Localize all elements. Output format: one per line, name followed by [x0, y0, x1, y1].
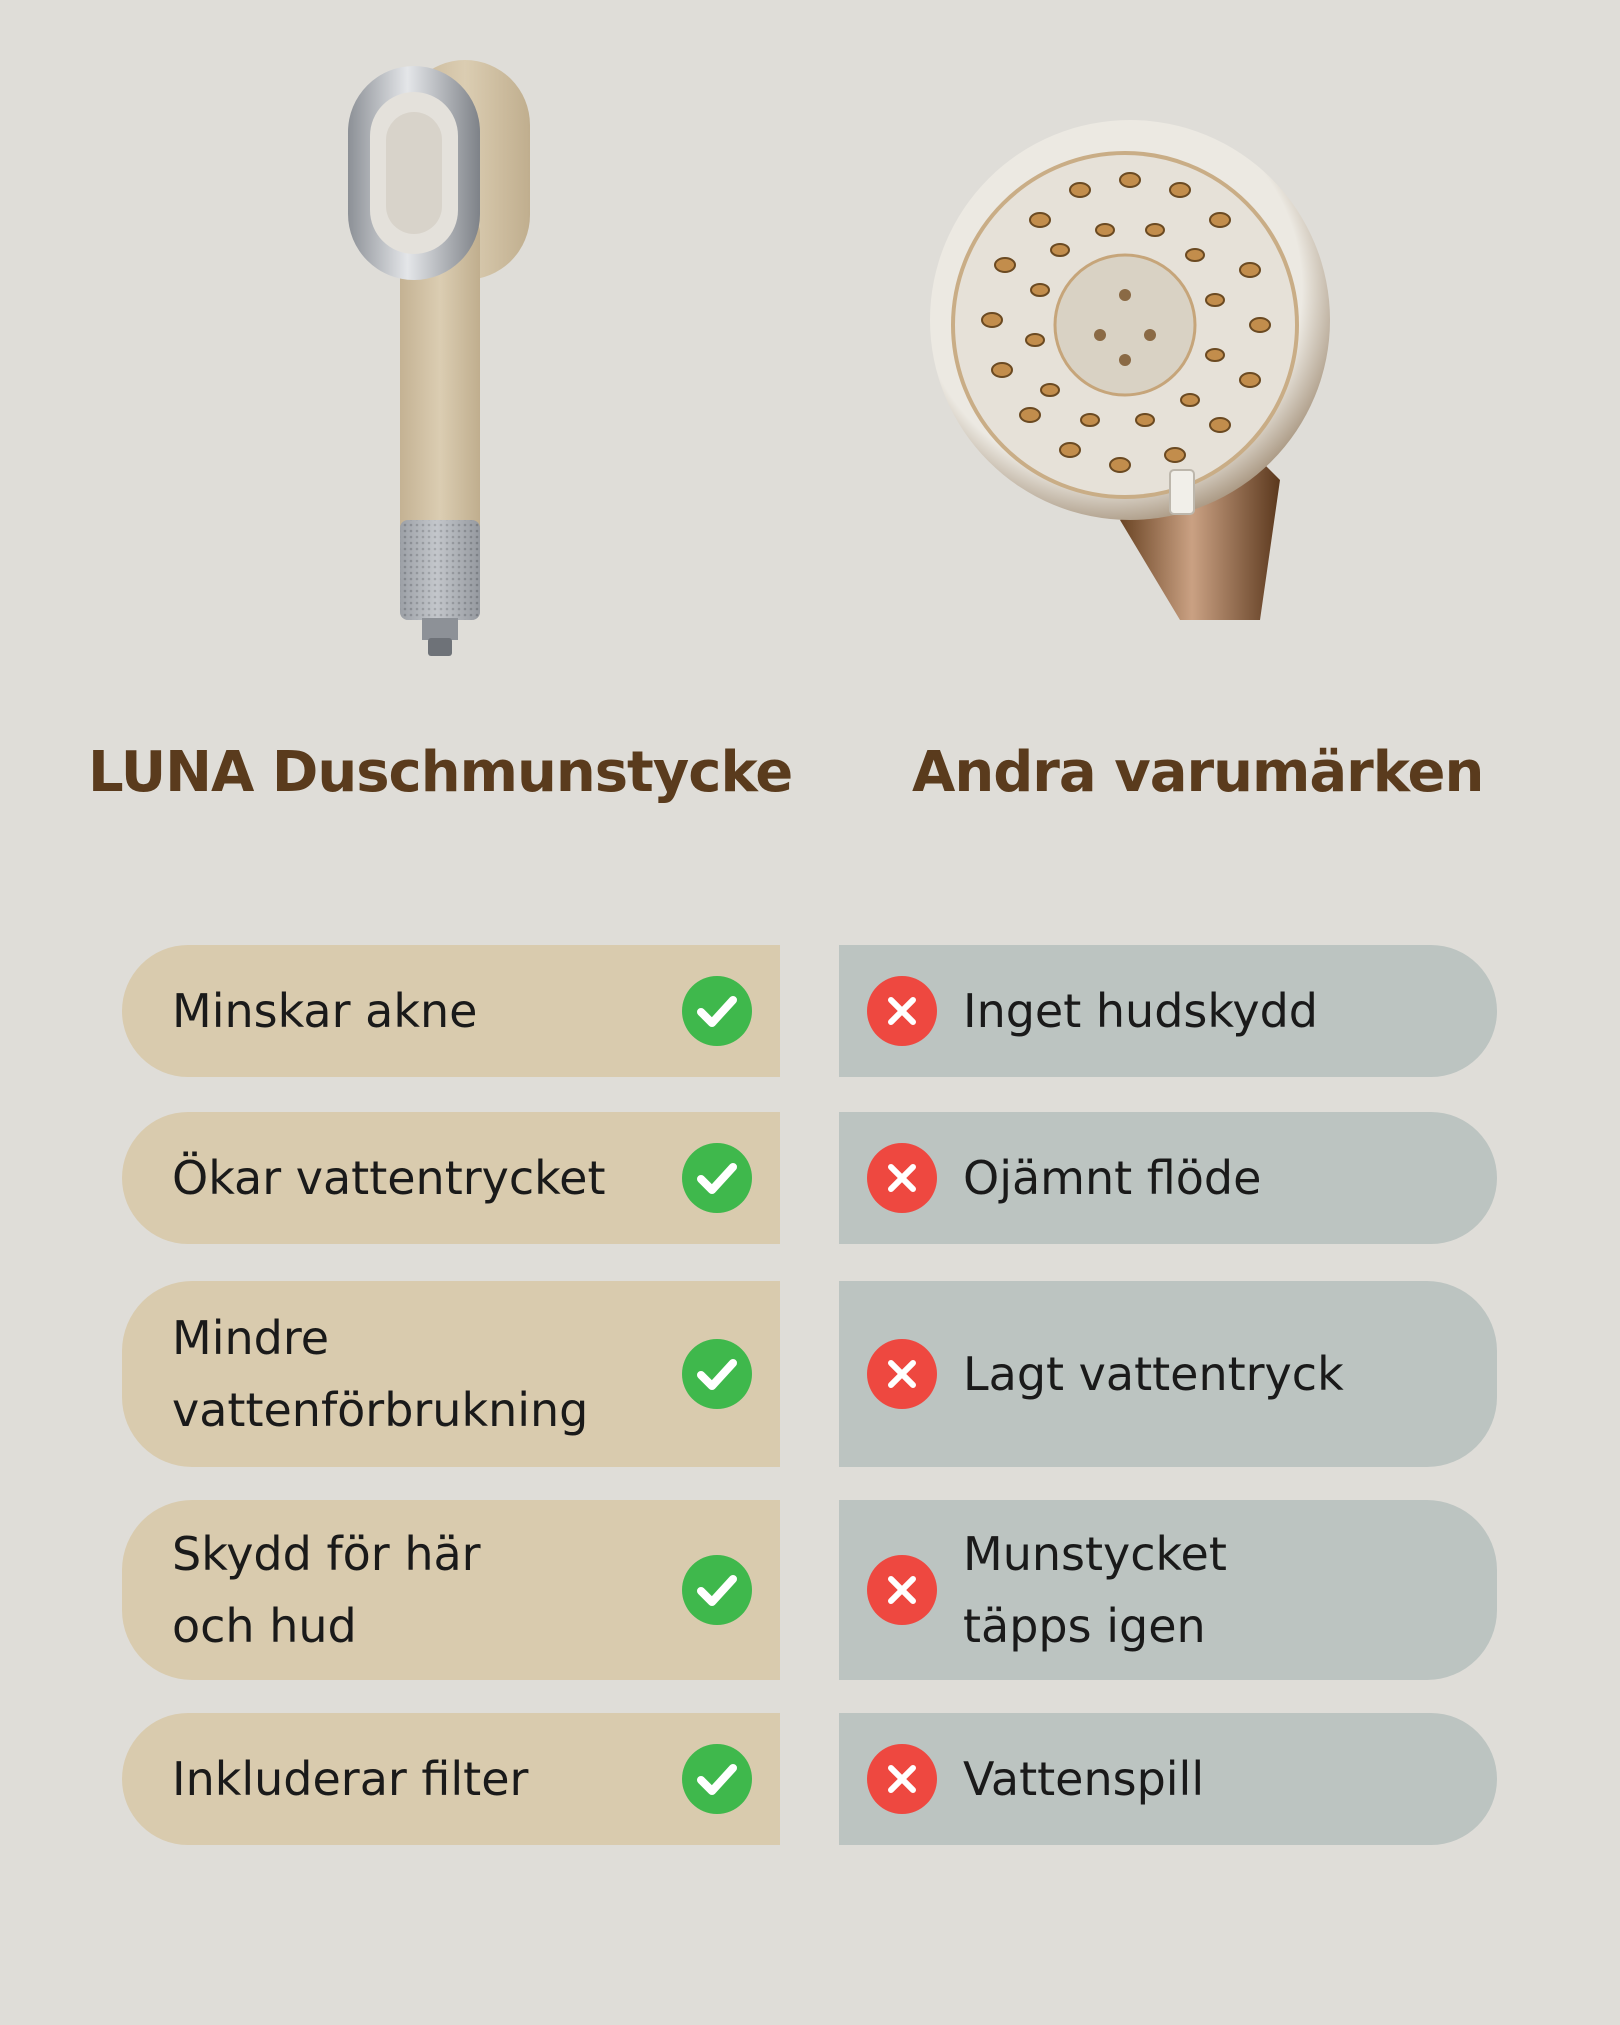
check-icon [682, 976, 752, 1046]
x-icon [867, 1744, 937, 1814]
luna-shower-head-image [330, 60, 570, 670]
luna-benefit [122, 1112, 780, 1244]
x-icon [867, 1339, 937, 1409]
luna-benefit [122, 1500, 780, 1680]
luna-benefit [122, 1713, 780, 1845]
other-drawback-text: Inget hudskydd [963, 984, 1318, 1038]
other-drawback [839, 1500, 1497, 1680]
luna-benefit [122, 1281, 780, 1467]
other-shower-head-image [930, 120, 1350, 630]
x-icon [867, 1143, 937, 1213]
luna-benefit-text: Minskar akne [172, 984, 478, 1038]
comparison-row [122, 1112, 1497, 1244]
other-drawback [839, 945, 1497, 1077]
other-brands-column-heading: Andra varumärken [912, 740, 1484, 805]
other-drawback [839, 1713, 1497, 1845]
comparison-row [122, 945, 1497, 1077]
luna-benefit-text: Skydd för här och hud [172, 1527, 481, 1653]
luna-benefit-text: Mindre vattenförbrukning [172, 1311, 589, 1437]
other-drawback [839, 1281, 1497, 1467]
luna-benefit-text: Ökar vattentrycket [172, 1151, 606, 1205]
luna-column-heading: LUNA Duschmunstycke [88, 740, 793, 805]
other-drawback-text: Munstycket täpps igen [963, 1527, 1227, 1653]
check-icon [682, 1555, 752, 1625]
check-icon [682, 1744, 752, 1814]
other-drawback-text: Vattenspill [963, 1752, 1205, 1806]
comparison-row [122, 1713, 1497, 1845]
check-icon [682, 1143, 752, 1213]
other-drawback-text: Ojämnt flöde [963, 1151, 1262, 1205]
comparison-row [122, 1500, 1497, 1680]
comparison-row [122, 1281, 1497, 1467]
luna-benefit [122, 945, 780, 1077]
x-icon [867, 1555, 937, 1625]
check-icon [682, 1339, 752, 1409]
x-icon [867, 976, 937, 1046]
other-drawback-text: Lagt vattentryck [963, 1347, 1344, 1401]
luna-benefit-text: Inkluderar filter [172, 1752, 529, 1806]
other-drawback [839, 1112, 1497, 1244]
